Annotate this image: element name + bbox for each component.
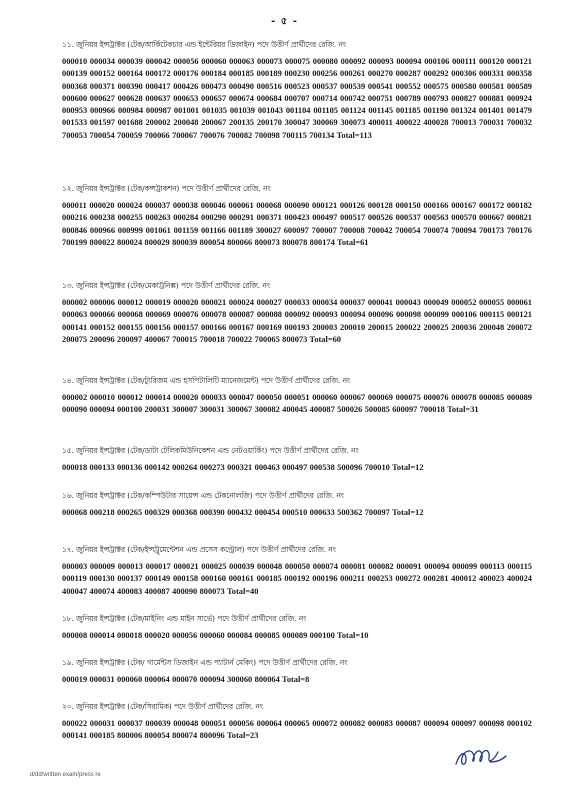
section-11 xyxy=(62,40,532,142)
section-19 xyxy=(62,658,532,686)
registration-numbers: 000022 000031 000037 000039 000048 000051 000056 000064 000065 000072 000082 000083 000087 000094 000097 000098 000102 000141 000185 800006 800054 800074 800096 Total=23 xyxy=(62,719,532,741)
section-16 xyxy=(62,491,532,519)
section-heading: ১৫. জুনিয়র ইন্সট্রাক্টর (টেক/ডাটা টেলিকমিউনিকেশন এন্ড নেটওয়ার্কিং) পদে উত্তীর্ণ প্রার্থীদের রেজি. নং xyxy=(62,446,359,455)
registration-numbers: 000019 000031 000060 000064 000070 000094 300060 800064 Total=8 xyxy=(62,675,310,684)
registration-numbers: 000068 000218 000265 000329 000368 000390 000432 000454 000510 000633 500362 700097 Total=12 xyxy=(62,508,424,517)
section-heading: ১৯. জুনিয়র ইন্সট্রাক্টর (টেক/ গার্মেন্টস ডিজাইন এন্ড প্যাটার্ন মেকিং) পদে উত্তীর্ণ প্রার্থীদের রেজি. নং xyxy=(62,658,348,667)
registration-numbers: 000010 000034 000039 000042 000056 000060 000063 000073 000075 000080 000092 000093 000094 000106 000111 000120 000121 000139 000152 000164 000172 000176 000184 000185 000189 000230 000256 000261 000270 000287 000292 000306 000331 000358 000368 000371 000390 000417 000426 000473 000490 000516 000523 000537 000539 000541 000552 000575 000580 000581 000589 000600 000627 000628 000637 000653 000657 000674 000684 000707 000714 000742 000751 000789 000793 000827 000881 000924 000953 000966 000984 000987 001001 001035 001039 001043 001104 001105 001124 001145 001185 001190 001324 001401 001479 001533 001597 001688 200002 200048 200067 200135 200170 300047 300069 300073 400011 400022 400028 700013 700031 700032 700053 700054 700059 700066 700067 700076 700082 700098 700115 700134 Total=113 xyxy=(62,57,532,140)
section-heading: ১৮. জুনিয়র ইন্সট্রাক্টর (টেক/মাইনিং এন্ড মাইন সার্ভে) পদে উত্তীর্ণ প্রার্থীদের রেজি. নং xyxy=(62,614,307,623)
section-15 xyxy=(62,446,532,474)
section-12 xyxy=(62,184,532,249)
registration-numbers: 000002 000010 000012 000014 000020 000033 000047 000050 000051 000060 000067 000069 000075 000076 000078 000085 000089 000090 000094 000100 200031 300007 300031 300067 300082 400045 400087 500026 500085 600097 700018 Total=31 xyxy=(62,393,532,415)
section-heading: ১৪. জুনিয়র ইন্সট্রাক্টর (টেক/ট্যুরিজম এন্ড হসপিটালিটি ম্যানেজমেন্ট) পদে উত্তীর্ণ প্রার্থীদের রেজি. নং xyxy=(62,376,351,385)
section-17 xyxy=(62,545,532,598)
section-heading: ১৭. জুনিয়র ইন্সট্রাক্টর (টেক/ইন্সট্রুমেন্টেশন এন্ড প্রসেস কন্ট্রোল) পদে উত্তীর্ণ প্রার্থীদের রেজি. নং xyxy=(62,545,336,554)
section-heading: ১১. জুনিয়র ইন্সট্রাক্টর (টেক/আর্কিটেকচার এন্ড ইন্টেরিয়র ডিজাইন) পদে উত্তীর্ণ প্রার্থীদের রেজি. নং xyxy=(62,40,347,49)
registration-numbers: 000002 000006 000012 000019 000020 000021 000024 000027 000033 000034 000037 000041 000043 000049 000052 000055 000061 000063 000066 000068 000069 000076 000078 000087 000088 000092 000093 000094 000096 000098 000099 000106 000115 000121 000141 000152 000155 000156 000157 000166 000167 000169 000193 200003 200010 200015 200022 200025 200036 200048 200072 200075 200096 200097 400067 700015 700018 700022 700065 800073 Total=60 xyxy=(62,298,532,344)
page-number: - ৫ - xyxy=(271,16,298,27)
handwritten-signature xyxy=(452,742,508,772)
section-heading: ১৩. জুনিয়র ইন্সট্রাক্টর (টেক/মেকাট্রনিক্স) পদে উত্তীর্ণ প্রার্থীদের রেজি. নং xyxy=(62,281,270,290)
section-heading: ২০. জুনিয়র ইন্সট্রাক্টর (টেক/সিরামিক) পদে উত্তীর্ণ প্রার্থীদের রেজি. নং xyxy=(62,702,264,711)
registration-numbers: 000008 000014 000018 000020 000056 000060 000084 000085 000089 000100 Total=10 xyxy=(62,631,369,640)
section-20 xyxy=(62,702,532,743)
section-18 xyxy=(62,614,532,642)
registration-numbers: 000003 000009 000013 000017 000021 000025 000039 000048 000050 000074 000081 000082 000091 000094 000099 000113 000115 000119 000130 000137 000149 000158 000160 000161 000185 000192 000196 000211 000253 000272 000281 400012 400023 400024 400047 400074 400083 400087 400090 800073 Total=40 xyxy=(62,562,532,596)
section-14 xyxy=(62,376,532,417)
section-heading: ১২. জুনিয়র ইন্সট্রাক্টর (টেক/কন্সট্রাকশন) পদে উত্তীর্ণ প্রার্থীদের রেজি. নং xyxy=(62,184,271,193)
registration-numbers: 000011 000020 000024 000037 000038 000046 000061 000068 000090 000121 000126 000128 000150 000166 000167 000172 000182 000216 000238 000255 000263 000284 000290 000291 000371 000423 000497 000517 000526 000537 000563 000570 000667 000821 000846 000966 000999 001061 001159 001166 001189 300027 600097 700007 700008 700042 700054 700074 700094 700173 700176 700199 800022 800024 800029 800039 800054 800066 800073 800078 800174 Total=61 xyxy=(62,201,532,247)
registration-numbers: 000018 000133 000136 000142 000264 000273 000321 000463 000497 000538 500096 700010 Total=12 xyxy=(62,463,424,472)
section-heading: ১৬. জুনিয়র ইন্সট্রাক্টর (টেক/কম্পিউটার সায়েন্স এন্ড টেকনোলজি) পদে উত্তীর্ণ প্রার্থীদের রেজি. নং xyxy=(62,491,344,500)
file-path-footer: d/dd/written exam/press re xyxy=(30,772,101,778)
section-13 xyxy=(62,281,532,346)
